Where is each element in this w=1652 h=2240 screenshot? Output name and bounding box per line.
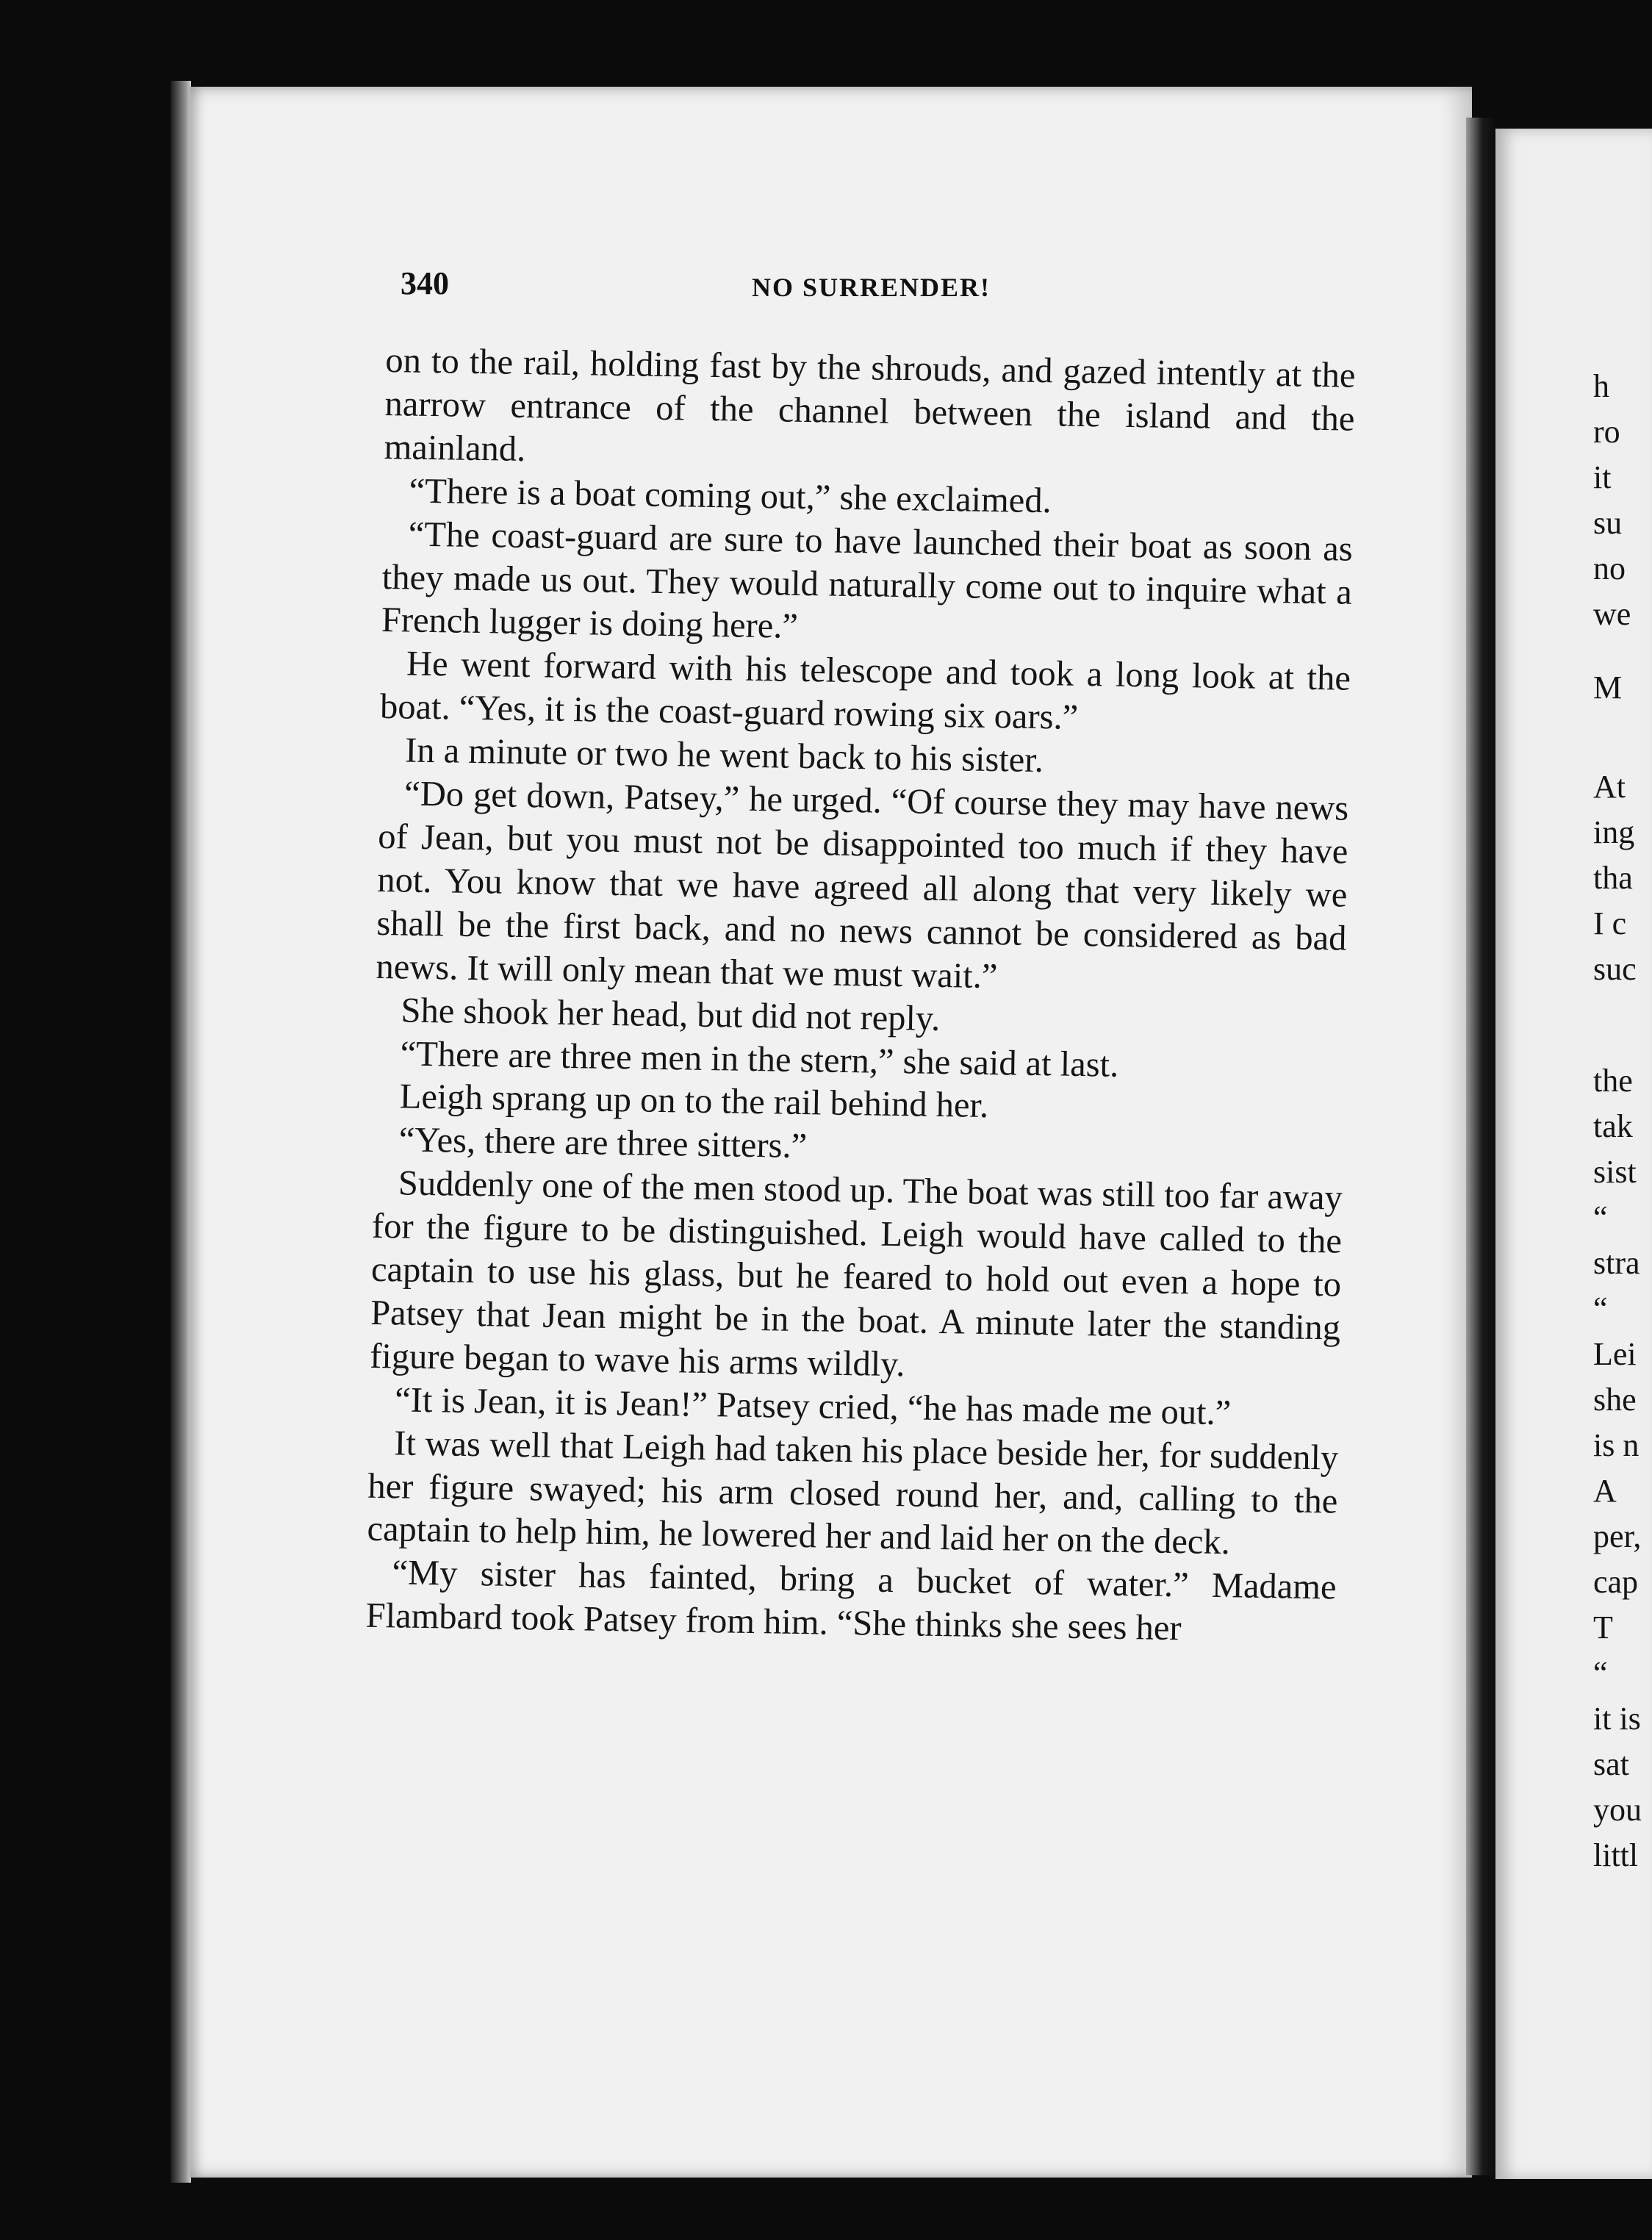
paragraph: on to the rail, holding fast by the shrouds, and gazed intently at the narrow entrance of the channel between the island and the mainland. [384, 340, 1356, 469]
paragraph: “Do get down, Patsey,” he urged. “Of course they may have news of Jean, but you must not be disappointed too much if they have not. You know that we have agreed all along that very likely we shall be the first back, and no news cannot be considered as bad news. It will only mean that we must wait.” [376, 774, 1349, 996]
facing-page-line: M [1593, 670, 1623, 706]
facing-page-line: At [1593, 769, 1626, 805]
body-text [365, 340, 1356, 1654]
facing-page-line: sist [1593, 1154, 1637, 1190]
facing-page-line: I c [1593, 905, 1627, 941]
paragraph: It was well that Leigh had taken his place beside her, for suddenly her figure swayed; his arm closed round her, and, calling to the captain to help him, he lowered her and laid her on the deck. [367, 1424, 1339, 1562]
facing-page-line: “ [1593, 1199, 1608, 1235]
facing-page-line: T [1593, 1609, 1613, 1645]
facing-page-line: sat [1593, 1746, 1629, 1782]
paragraph: “There are three men in the stern,” she said at last. [400, 1033, 1119, 1085]
facing-page-line: suc [1593, 951, 1637, 987]
facing-page-line: su [1593, 505, 1623, 541]
book-gutter [1466, 118, 1495, 2175]
paragraph: Leigh sprang up on to the rail behind her. [399, 1077, 989, 1126]
paragraph: In a minute or two he went back to his sister. [404, 730, 1044, 780]
facing-page-line: it is [1593, 1701, 1641, 1737]
facing-page-line: the [1593, 1063, 1633, 1099]
facing-page-line: tha [1593, 860, 1633, 896]
paragraph: Suddenly one of the men stood up. The boat was still too far away for the figure to be distinguished. Leigh would have called to the captain to use his glass, but he feared to hold out even a hope to Patsey that Jean might be in the boat. A minute later the standing figure began to wave his arms wildly. [369, 1163, 1343, 1385]
paragraph: “It is Jean, it is Jean!” Patsey cried, “he has made me out.” [394, 1380, 1232, 1432]
facing-page-line: littl [1593, 1837, 1639, 1873]
facing-page-line: it [1593, 459, 1612, 495]
paragraph: She shook her head, but did not reply. [401, 991, 941, 1038]
paragraph: “Yes, there are three sitters.” [398, 1120, 808, 1166]
facing-page-line: per, [1593, 1518, 1642, 1554]
paragraph: He went forward with his telescope and took a long look at the boat. “Yes, it is the coast-guard rowing six oars.” [379, 644, 1351, 738]
facing-page-line: “ [1593, 1290, 1608, 1327]
facing-page-line: no [1593, 550, 1626, 586]
running-head [401, 265, 1356, 316]
facing-page-line: stra [1593, 1245, 1640, 1281]
page-number: 340 [401, 265, 449, 301]
book-edge-strip [170, 81, 191, 2183]
facing-page-line: tak [1593, 1108, 1633, 1144]
facing-page-line: Lei [1593, 1336, 1637, 1372]
facing-page-line: she [1593, 1382, 1637, 1418]
paragraph: “There is a boat coming out,” she exclaimed. [409, 471, 1052, 520]
facing-page-line: we [1593, 596, 1631, 632]
facing-page-line: is n [1593, 1427, 1640, 1463]
running-title: NO SURRENDER! [752, 273, 991, 302]
facing-page-line: ro [1593, 414, 1620, 450]
facing-page-line: A [1593, 1473, 1617, 1509]
facing-page-line: you [1593, 1792, 1642, 1828]
paragraph: “The coast-guard are sure to have launched their boat as soon as they made us out. They would naturally come out to inquire what a French lugger is doing here.” [381, 514, 1354, 647]
facing-page-line: cap [1593, 1564, 1639, 1600]
facing-page-line: h [1593, 368, 1609, 404]
paragraph: “My sister has fainted, bring a bucket of water.” Madame Flambard took Patsey from him. “She thinks she sees her [365, 1553, 1337, 1648]
facing-page-line: ing [1593, 814, 1635, 850]
facing-page-line: “ [1593, 1655, 1608, 1691]
